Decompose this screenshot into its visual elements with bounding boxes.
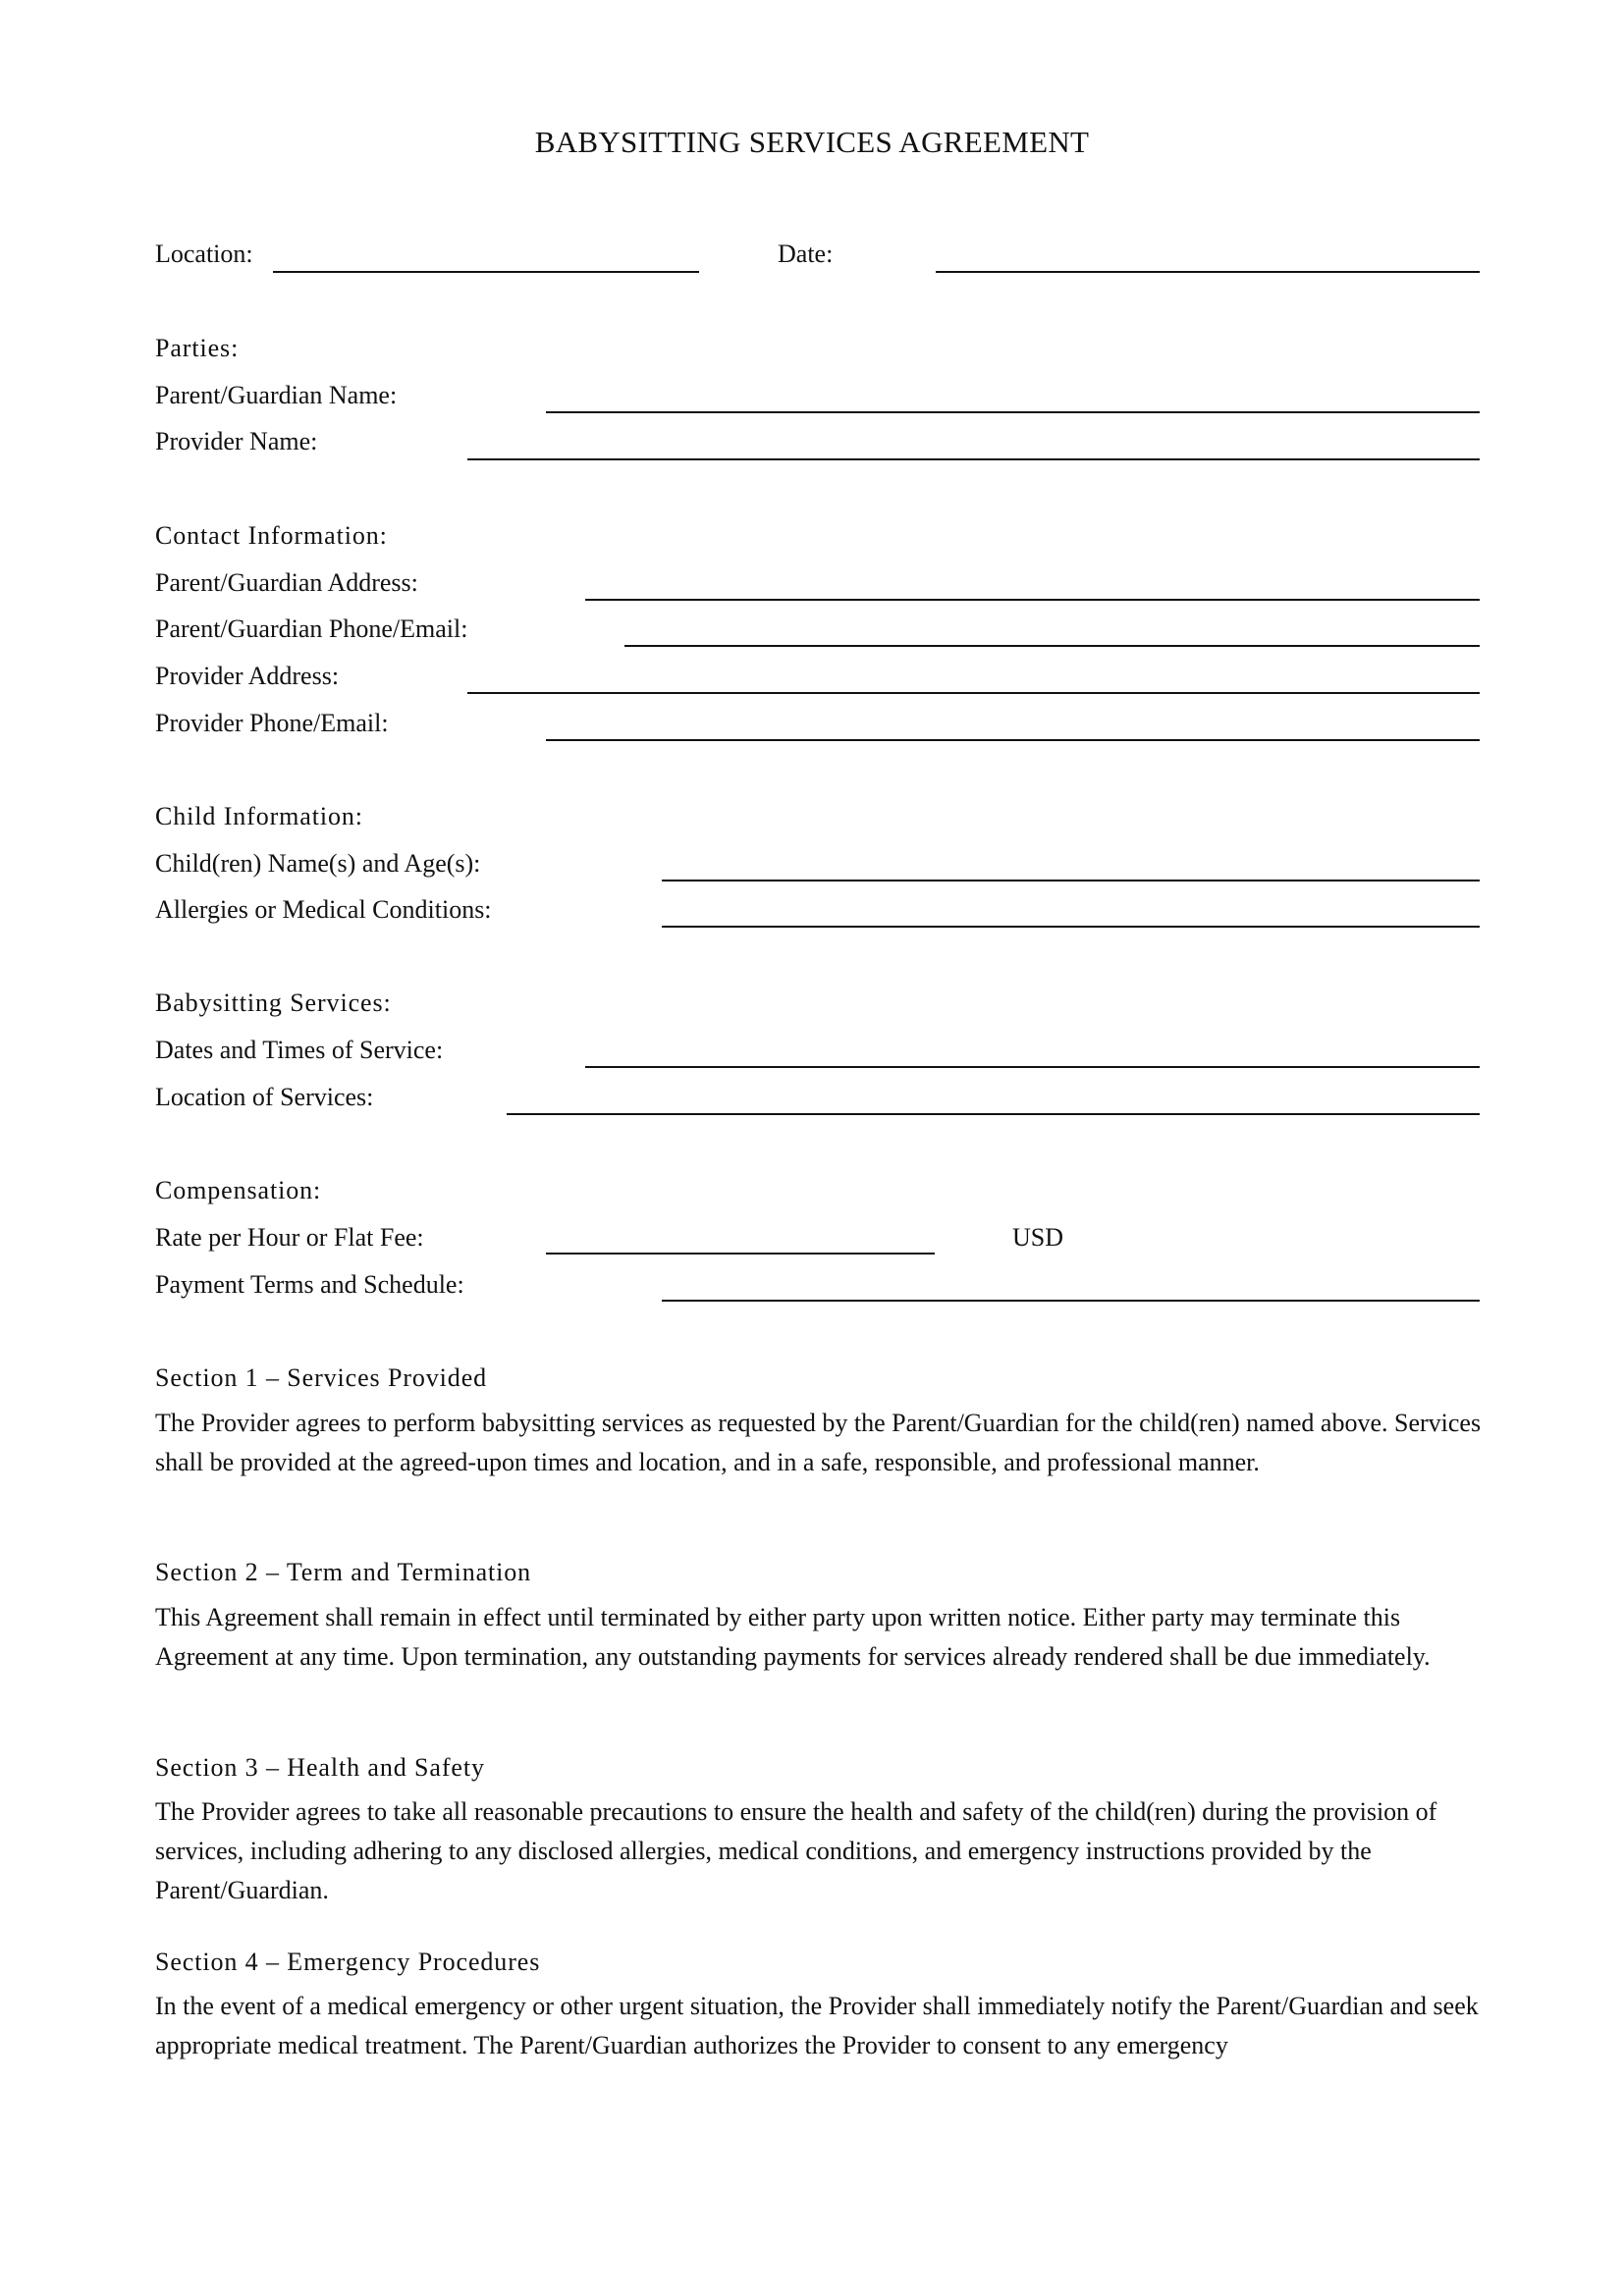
date-label: Date: [778,240,834,268]
dates-times-label: Dates and Times of Service: [155,1036,444,1064]
child-info-heading: Child Information: [155,802,363,830]
location-field[interactable] [273,271,699,273]
provider-phone-email-field[interactable] [546,739,1480,741]
provider-address-label: Provider Address: [155,662,340,690]
parent-address-label: Parent/Guardian Address: [155,568,418,597]
parent-phone-email-label: Parent/Guardian Phone/Email: [155,614,468,643]
rate-field[interactable] [546,1253,935,1255]
payment-terms-field[interactable] [662,1300,1480,1302]
contact-heading: Contact Information: [155,521,388,550]
allergies-field[interactable] [662,926,1480,928]
compensation-heading: Compensation: [155,1176,322,1204]
parent-address-field[interactable] [585,599,1480,601]
services-heading: Babysitting Services: [155,988,392,1017]
section-4-heading: Section 4 – Emergency Procedures [155,1948,541,1976]
parent-phone-email-field[interactable] [624,645,1480,647]
section-3-heading: Section 3 – Health and Safety [155,1753,485,1782]
document-title: BABYSITTING SERVICES AGREEMENT [534,125,1090,159]
section-2-body: This Agreement shall remain in effect until terminated by either party upon written notice. Either party may terminate this Agreement at any time. Upon termination, any outstanding payments for services already rendered shall be due immediately. [155,1603,1431,1671]
child-names-ages-field[interactable] [662,880,1480,881]
child-names-ages-label: Child(ren) Name(s) and Age(s): [155,849,481,878]
provider-name-field[interactable] [467,458,1480,460]
parties-heading: Parties: [155,334,240,362]
service-location-field[interactable] [507,1113,1480,1115]
section-2-heading: Section 2 – Term and Termination [155,1558,532,1586]
provider-phone-email-label: Provider Phone/Email: [155,709,389,737]
section-1-heading: Section 1 – Services Provided [155,1363,488,1392]
provider-address-field[interactable] [467,692,1480,694]
provider-name-label: Provider Name: [155,427,318,455]
service-location-label: Location of Services: [155,1083,374,1111]
section-3-body: The Provider agrees to take all reasonable precautions to ensure the health and safety of the child(ren) during the provision of services, including adhering to any disclosed allergies, medical conditions, and emergency instructions provided by the Parent/Guardian. [155,1797,1437,1904]
rate-label: Rate per Hour or Flat Fee: [155,1223,424,1252]
location-label: Location: [155,240,253,268]
currency-label: USD [1012,1223,1064,1252]
dates-times-field[interactable] [585,1066,1480,1068]
date-field[interactable] [936,271,1480,273]
parent-name-label: Parent/Guardian Name: [155,381,398,409]
section-4-body: In the event of a medical emergency or other urgent situation, the Provider shall immediately notify the Parent/Guardian and seek appropriate medical treatment. The Parent/Guardian authorizes the Provider to consent to any emergency [155,1992,1479,2059]
section-1-body: The Provider agrees to perform babysitting services as requested by the Parent/Guardian for the child(ren) named above. Services shall be provided at the agreed-upon times and location, and in a safe, responsible, and professional manner. [155,1409,1482,1476]
allergies-label: Allergies or Medical Conditions: [155,895,492,924]
payment-terms-label: Payment Terms and Schedule: [155,1270,464,1299]
parent-name-field[interactable] [546,411,1480,413]
